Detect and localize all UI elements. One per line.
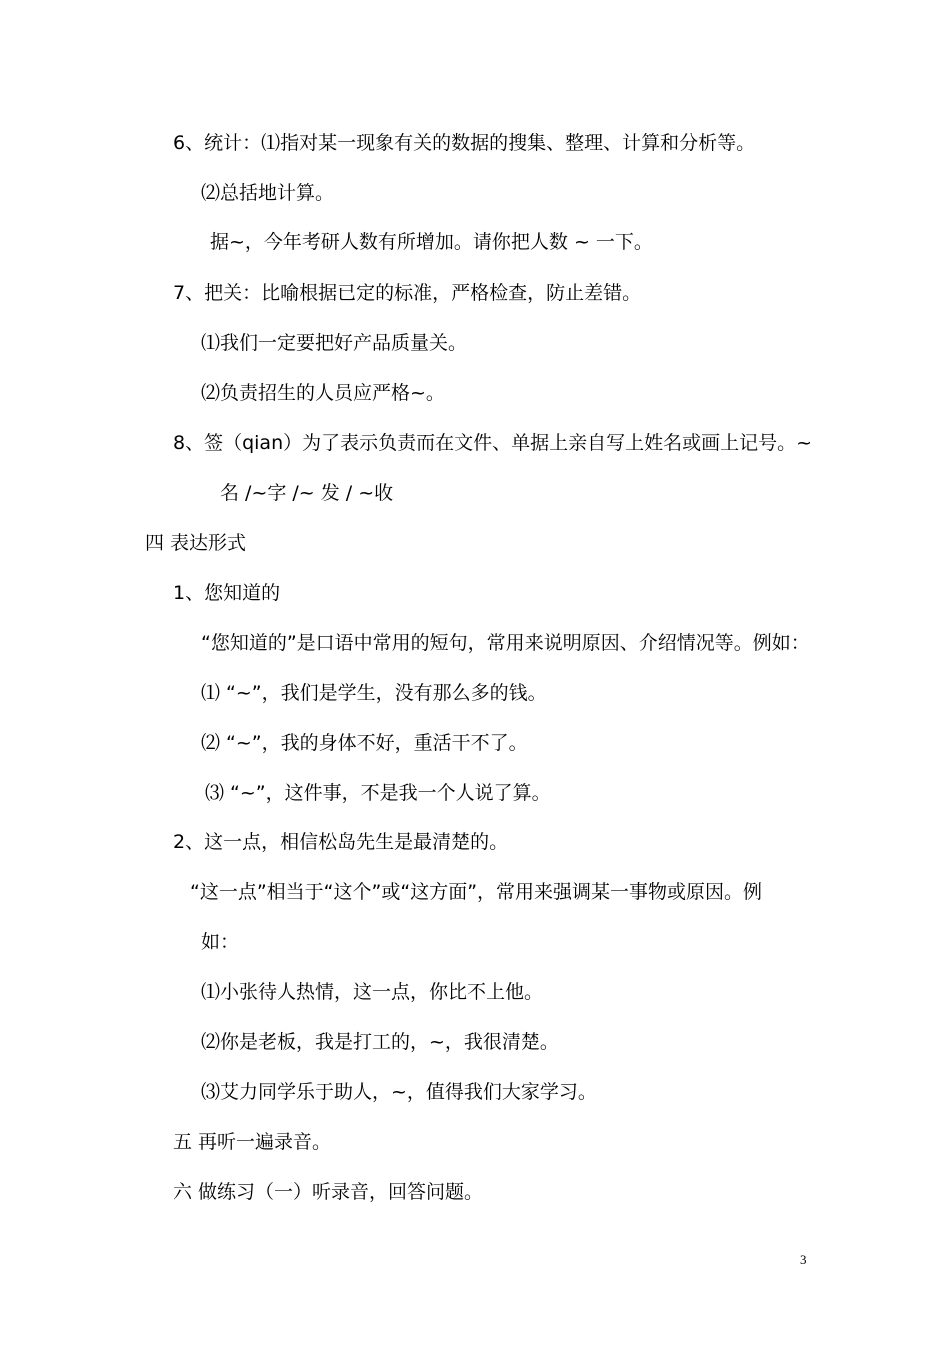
item-7-example-2: ⑵负责招生的人员应严格~。: [201, 382, 445, 404]
expression-1-example-1: ⑴ “~”，我们是学生，没有那么多的钱。: [201, 682, 547, 704]
expression-2-example-3: ⑶艾力同学乐于助人，~，值得我们大家学习。: [201, 1081, 597, 1103]
item-7-example-1: ⑴我们一定要把好产品质量关。: [201, 332, 468, 354]
expression-2-explanation: “这一点”相当于“这个”或“这方面”，常用来强调某一事物或原因。例: [190, 881, 763, 903]
section-4-heading: 四 表达形式: [145, 532, 247, 554]
expression-1-explanation: “您知道的”是口语中常用的短句，常用来说明原因、介绍情况等。例如：: [201, 632, 810, 654]
item-8-sign: 8、签（qian）为了表示负责而在文件、单据上亲自写上姓名或画上记号。~: [173, 432, 813, 454]
page-number: 3: [800, 1252, 807, 1267]
expression-2-heading: 2、这一点，相信松岛先生是最清楚的。: [173, 831, 509, 853]
item-8-compounds: 名 /~字 /~ 发 / ~收: [220, 482, 394, 504]
expression-2-example-1: ⑴小张待人热情，这一点，你比不上他。: [201, 981, 544, 1003]
item-6-sense-2: ⑵总括地计算。: [201, 182, 335, 204]
expression-1-heading: 1、您知道的: [173, 582, 281, 604]
expression-1-example-3: ⑶ “~”，这件事，不是我一个人说了算。: [205, 782, 551, 804]
item-6-statistics: 6、统计：⑴指对某一现象有关的数据的搜集、整理、计算和分析等。: [173, 132, 756, 154]
expression-2-explanation-cont: 如：: [201, 931, 240, 953]
expression-2-example-2: ⑵你是老板，我是打工的，~，我很清楚。: [201, 1031, 559, 1053]
item-6-example: 据~，今年考研人数有所增加。请你把人数 ~ 一下。: [210, 231, 653, 253]
section-5-heading: 五 再听一遍录音。: [173, 1131, 332, 1153]
section-6-heading: 六 做练习（一）听录音，回答问题。: [173, 1181, 484, 1203]
expression-1-example-2: ⑵ “~”，我的身体不好，重活干不了。: [201, 732, 528, 754]
item-7-checkpoint: 7、把关：比喻根据已定的标准，严格检查，防止差错。: [173, 282, 642, 304]
